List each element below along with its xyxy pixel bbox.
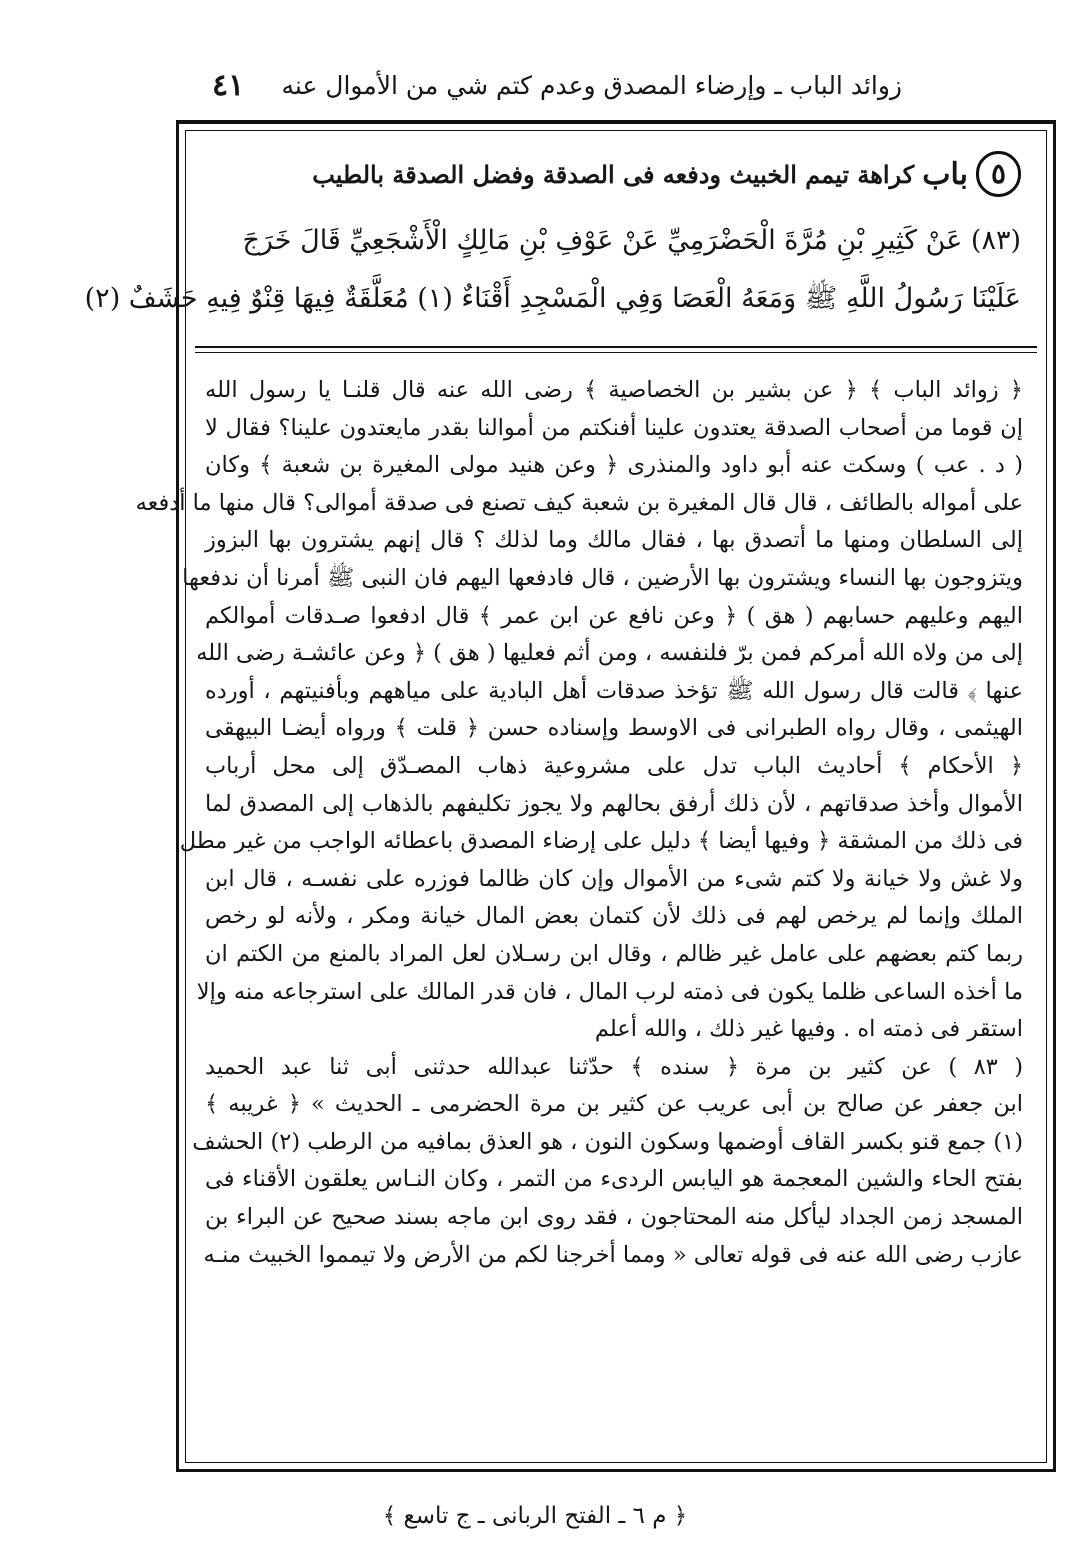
body-line: ما أخذه الساعى ظلما يكون فى ذمته لرب المال ، فان قدر المالك على استرجاعه منه وإلا (196, 978, 1023, 1005)
body-line: إلى السلطان ومنها ما أتصدق بها ، فقال مالك وما لذلك ؟ قال إنهم يشترون بها البزوز (205, 527, 1023, 554)
takhrij-line: ( ٨٣ ) عن كثير بن مرة ﴿ سنده ﴾ حدّثنا عبدالله حدثنى أبى ثنا عبد الحميد (205, 1053, 1023, 1080)
body-line: فى ذلك من المشقة ﴿ وفيها أيضا ﴾ دليل على إرضاء المصدق باعطائه الواجب من غير مطل (179, 828, 1023, 855)
body-line: ويتزوجون بها النساء ويشترون بها الأرضين ، قال فادفعها اليهم فان النبى ﷺ أمرنا أن ندفعها (182, 564, 1023, 591)
chapter-title: كراهة تيمم الخبيث ودفعه فى الصدقة وفضل الصدقة بالطيب (312, 159, 915, 189)
body-line: ولا غش ولا خيانة ولا كتم شىء من الأموال وإن كان ظالما فوزره على نفسـه ، قال ابن (205, 865, 1023, 892)
running-title: زوائد الباب ـ وإرضاء المصدق وعدم كتم شي من الأموال عنه (281, 70, 902, 100)
gharib-line: عازب رضى الله عنه فى قوله تعالى « ومما أخرجنا لكم من الأرض ولا تيمموا الخبيث منـه (203, 1241, 1023, 1268)
gharib-line: بفتح الحاء والشين المعجمة هو اليابس الردىء من التمر ، وكان النـاس يعلقون الأقناء فى (205, 1166, 1023, 1193)
gharib-line: (١) جمع قنو بكسر القاف أوضمها وسكون النون ، هو العذق بمافيه من الرطب (٢) الحشف (192, 1128, 1023, 1155)
body-line: على أمواله بالطائف ، قال قال المغيرة بن شعبة كيف تصنع فى صدقة أموالى؟ قال منها ما أدفعه (135, 489, 1023, 516)
hadith-line: (٨٣) عَنْ كَثِيرِ بْنِ مُرَّةَ الْحَضْرَمِيِّ عَنْ عَوْفِ بْنِ مَالِكٍ الْأَشْجَعِيِّ قَالَ خَرَجَ (242, 225, 1021, 256)
page-header (212, 60, 902, 110)
body-line: اليهم وعليهم حسابهم ( هق ) ﴿ وعن نافع عن ابن عمر ﴾ قال ادفعوا صـدقات أموالكم (205, 602, 1023, 629)
body-line: الأموال وأخذ صدقاتهم ، لأن ذلك أرفق بحالهم ولا يجوز تكليفهم بالذهاب إلى المصدق لما (205, 790, 1023, 817)
takhrij-line: ابن جعفر عن صالح بن أبى عريب عن كثير بن مرة الحضرمى ـ الحديث » ﴿ غريبه ﴾ (205, 1091, 1023, 1118)
commentary-text (135, 372, 1023, 1274)
chapter-heading (201, 146, 1021, 202)
body-line: ربما كتم بعضهم على عامل غير ظالم ، وقال ابن رسـلان لعل المراد بالمنع من الكتم ان (205, 940, 1023, 967)
section-divider (195, 346, 1037, 353)
body-line: الملك وإنما لم يرخص لهم فى ذلك لأن كتمان بعض المال خيانة ومكر ، ولأنه لو رخص (205, 903, 1023, 930)
body-line: إلى من ولاه الله أمركم فمن برّ فلنفسه ، ومن أثم فعليها ( هق ) ﴿ وعن عائشـة رضى الله (196, 640, 1023, 667)
hadith-line: عَلَيْنَا رَسُولُ اللَّهِ ﷺ وَمَعَهُ الْعَصَا وَفِي الْمَسْجِدِ أَقْنَاءٌ (١) مُعَلَّقَةٌ فِيهَا قِنْوٌ فِيهِ حَشَفٌ (٢) (84, 283, 1021, 314)
chapter-number-badge: ٥ (976, 151, 1021, 197)
page-footer: ﴿ م ٦ ـ الفتح الربانى ـ ج تاسع ﴾ (382, 1503, 688, 1529)
page-number: ٤١ (212, 67, 245, 103)
body-line: ( د . عب ) وسكت عنه أبو داود والمنذرى ﴿ وعن هنيد مولى المغيرة بن شعبة ﴾ وكان (205, 452, 1023, 479)
body-line: استقر فى ذمته اه . وفيها غير ذلك ، والله أعلم (594, 1016, 1023, 1043)
gharib-line: المسجد زمن الجداد ليأكل منه المحتاجون ، فقد روى ابن ماجه بسند صحيح عن البراء بن (205, 1204, 1023, 1231)
chapter-label: باب (922, 156, 968, 192)
main-text-section (84, 146, 1021, 352)
body-line: الهيثمى ، وقال رواه الطبرانى فى الاوسط وإسناده حسن ﴿ قلت ﴾ ورواه أيضـا البيهقى (205, 715, 1023, 742)
page-frame (84, 120, 1056, 1472)
body-line: إن قوما من أصحاب الصدقة يعتدون علينا أفنكتم من أموالنا بقدر مايعتدون علينا؟ فقال لا (205, 414, 1023, 441)
body-line: عنها ﴾ قالت قال رسول الله ﷺ تؤخذ صدقات أهل البادية على مياههم وبأفنيتهم ، أورده (205, 677, 1023, 704)
body-line: ﴿ زوائد الباب ﴾ ﴿ عن بشير بن الخصاصية ﴾ رضى الله عنه قال قلنـا يا رسول الله (205, 377, 1023, 403)
body-line: ﴿ الأحكام ﴾ أحاديث الباب تدل على مشروعية ذهاب المصـدّق إلى محل أرباب (205, 752, 1023, 779)
